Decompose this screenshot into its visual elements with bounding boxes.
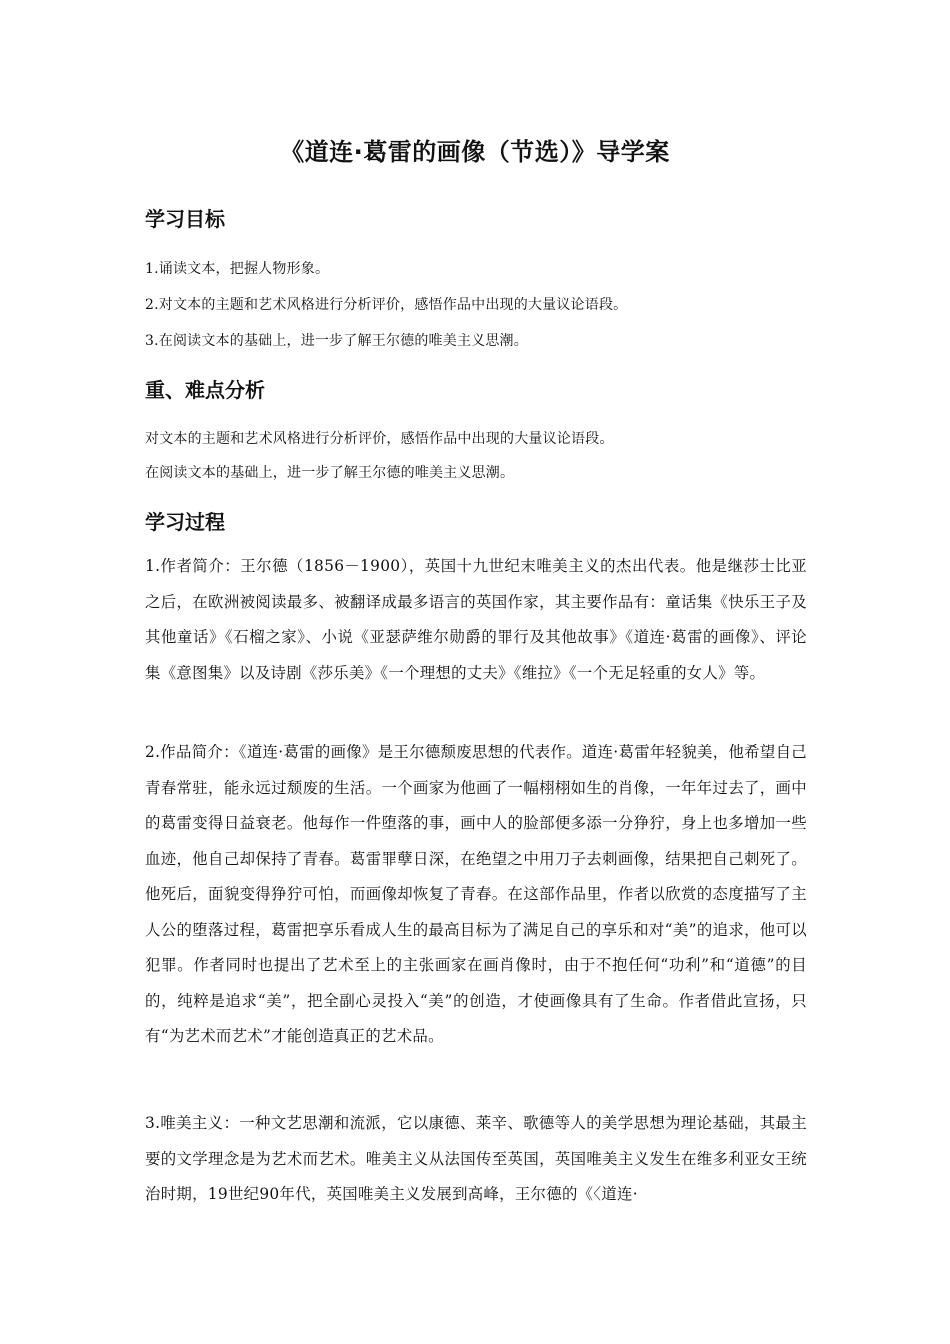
heading-key-points: 重、难点分析 [145,378,265,402]
key-point-item-1: 对文本的主题和艺术风格进行分析评价，感悟作品中出现的大量议论语段。 [145,431,614,447]
objective-item-1: 1.诵读文本，把握人物形象。 [145,261,330,277]
heading-objectives: 学习目标 [145,207,225,231]
process-paragraph-work: 2.作品简介：《道连·葛雷的画像》是王尔德颓废思想的代表作。道连·葛雷年轻貌美，他希望自己青春常驻，能永远过颓废的生活。一个画家为他画了一幅栩栩如生的肖像，一年年过去了，画中的葛雷变得日益衰老。他每作一件堕落的事，画中人的脸部便多添一分狰狞，身上也多增加一些血迹，他自己却保持了青春。葛雷罪孽日深，在绝望之中用刀子去刺画像，结果把自己刺死了。他死后，面貌变得狰狞可怕，而画像却恢复了青春。在这部作品里，作者以欣赏的态度描写了主人公的堕落过程，葛雷把享乐看成人生的最高目标为了满足自己的享乐和对“美”的追求，他可以犯罪。作者同时也提出了艺术至上的主张画家在画肖像时，由于不抱任何“功利”和“道德”的目的，纯粹是追求“美”，把全副心灵投入“美”的创造，才使画像具有了生命。作者借此宣扬，只有“为艺术而艺术”才能创造真正的艺术品。 [145,743,807,1045]
objective-item-2: 2.对文本的主题和艺术风格进行分析评价，感悟作品中出现的大量议论语段。 [145,297,628,313]
key-point-item-2: 在阅读文本的基础上，进一步了解王尔德的唯美主义思潮。 [145,465,515,481]
heading-process: 学习过程 [145,510,225,534]
process-paragraph-aestheticism: 3.唯美主义：一种文艺思潮和流派，它以康德、莱辛、歌德等人的美学思想为理论基础，其最主要的文学理念是为艺术而艺术。唯美主义从法国传至英国，英国唯美主义发生在维多利亚女王统治时期，19世纪90年代，英国唯美主义发展到高峰，王尔德的《〈道连· [145,1114,807,1203]
process-paragraph-author: 1.作者简介：王尔德（1856－1900），英国十九世纪末唯美主义的杰出代表。他是继莎士比亚之后，在欧洲被阅读最多、被翻译成最多语言的英国作家，其主要作品有：童话集《快乐王子及其他童话》《石榴之家》、小说《亚瑟萨维尔勋爵的罪行及其他故事》《道连·葛雷的画像》、评论集《意图集》以及诗剧《莎乐美》《一个理想的丈夫》《维拉》《一个无足轻重的女人》等。 [145,557,807,682]
document-title: 《道连·葛雷的画像（节选）》导学案 [280,138,670,166]
objective-item-3: 3.在阅读文本的基础上，进一步了解王尔德的唯美主义思潮。 [145,333,528,349]
